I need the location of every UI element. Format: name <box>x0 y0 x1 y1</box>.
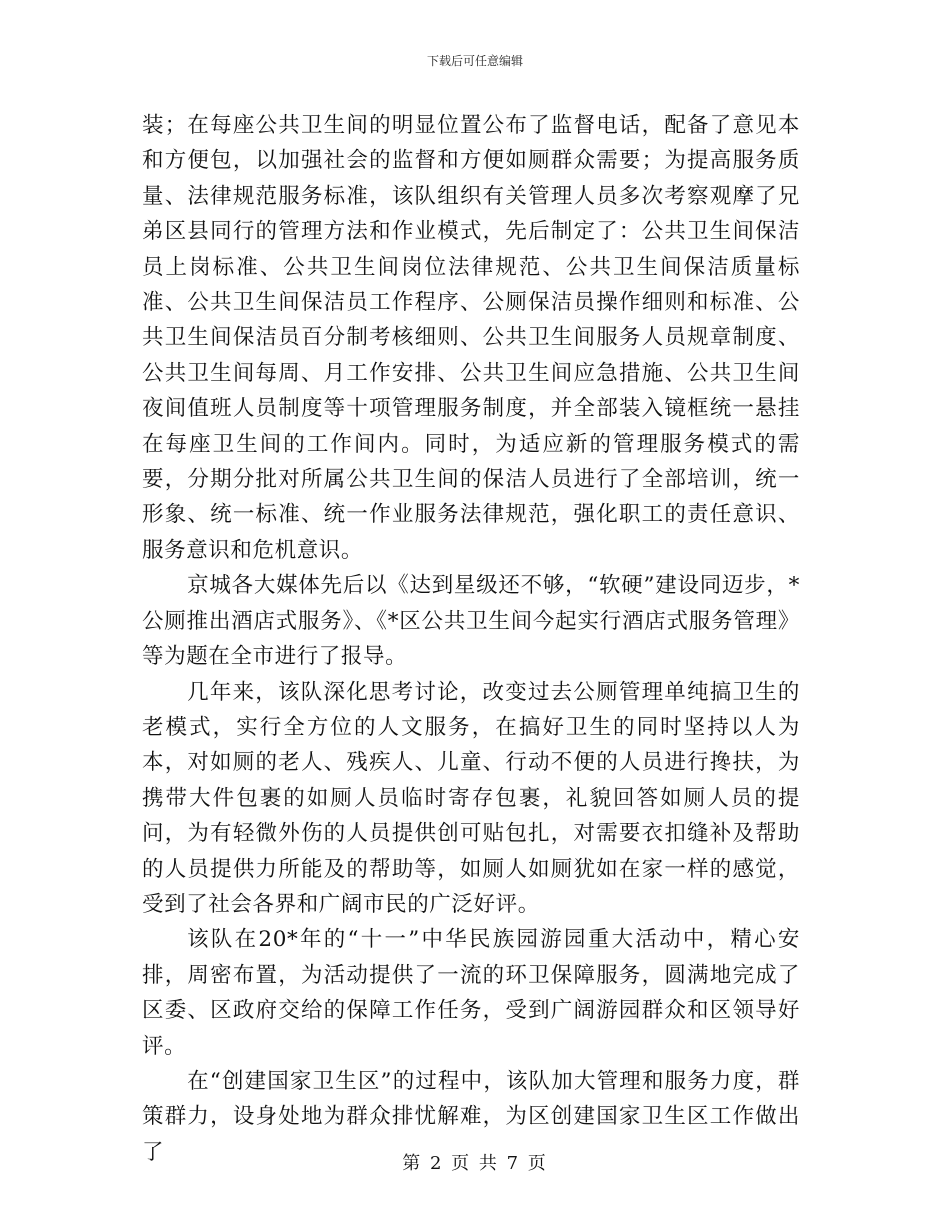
paragraph-humane-service: 几年来，该队深化思考讨论，改变过去公厕管理单纯搞卫生的老模式，实行全方位的人文服务，在搞好卫生的同时坚持以人为本，对如厕的老人、残疾人、儿童、行动不便的人员进行搀扶，为携带大件包裹的如厕人员临时寄存包裹，礼貌回答如厕人员的提问，为有轻微外伤的人员提供创可贴包扎，对需要衣扣缝补及帮助的人员提供力所能及的帮助等，如厕人如厕犹如在家一样的感觉，受到了社会各界和广阔市民的广泛好评。 <box>142 679 800 917</box>
paragraph-continuation: 装；在每座公共卫生间的明显位置公布了监督电话，配备了意见本和方便包，以加强社会的监督和方便如厕群众需要；为提高服务质量、法律规范服务标准，该队组织有关管理人员多次考察观摩了兄弟区县同行的管理方法和作业模式，先后制定了：公共卫生间保洁员上岗标准、公共卫生间岗位法律规范、公共卫生间保洁质量标准、公共卫生间保洁员工作程序、公厕保洁员操作细则和标准、公共卫生间保洁员百分制考核细则、公共卫生间服务人员规章制度、公共卫生间每周、月工作安排、公共卫生间应急措施、公共卫生间夜间值班人员制度等十项管理服务制度，并全部装入镜框统一悬挂在每座卫生间的工作间内。同时，为适应新的管理服务模式的需要，分期分批对所属公共卫生间的保洁人员进行了全部培训，统一形象、统一标准、统一作业服务法律规范，强化职工的责任意识、服务意识和危机意识。 <box>142 113 800 563</box>
paragraph-event-support: 该队在20*年的“十一”中华民族园游园重大活动中，精心安排，周密布置，为活动提供了一流的环卫保障服务，圆满地完成了区委、区政府交给的保障工作任务，受到广阔游园群众和区领导好评。 <box>142 927 800 1059</box>
document-body <box>142 108 800 1170</box>
paragraph-health-district: 在“创建国家卫生区”的过程中，该队加大管理和服务力度，群策群力，设身处地为群众排忧解难，为区创建国家卫生区工作做出了 <box>142 1068 800 1165</box>
page-header: 下载后可任意编辑 <box>426 54 523 68</box>
paragraph-media-coverage: 京城各大媒体先后以《达到星级还不够，“软硬”建设同迈步，*公厕推出酒店式服务》、《*区公共卫生间今起实行酒店式服务管理》等为题在全市进行了报导。 <box>142 573 800 670</box>
page-footer: 第 2 页 共 7 页 <box>402 1153 548 1174</box>
